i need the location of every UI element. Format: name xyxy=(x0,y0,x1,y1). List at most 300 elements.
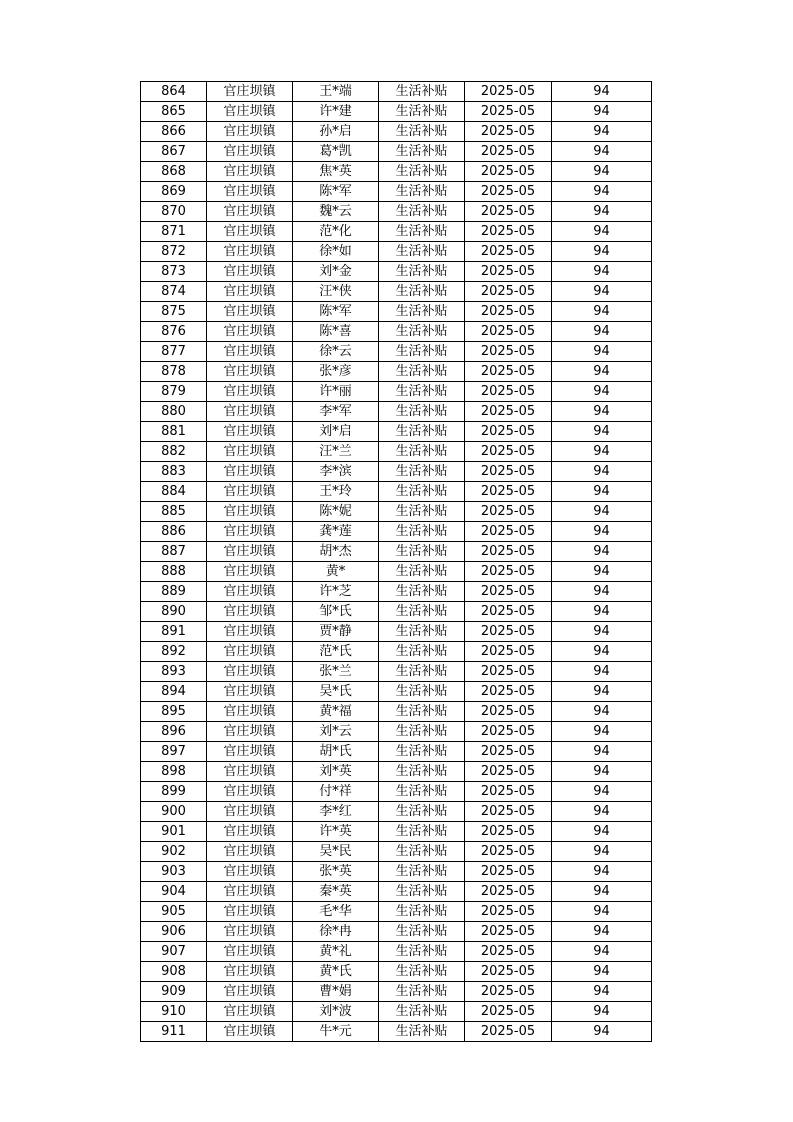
cell-period: 2025-05 xyxy=(465,902,552,922)
cell-serial-number: 910 xyxy=(141,1002,207,1022)
cell-recipient-name: 刘*波 xyxy=(293,1002,379,1022)
cell-period: 2025-05 xyxy=(465,622,552,642)
cell-town: 官庄坝镇 xyxy=(207,362,293,382)
cell-period: 2025-05 xyxy=(465,142,552,162)
cell-period: 2025-05 xyxy=(465,222,552,242)
cell-period: 2025-05 xyxy=(465,582,552,602)
cell-serial-number: 884 xyxy=(141,482,207,502)
cell-town: 官庄坝镇 xyxy=(207,182,293,202)
cell-town: 官庄坝镇 xyxy=(207,422,293,442)
table-row xyxy=(141,842,652,862)
cell-serial-number: 872 xyxy=(141,242,207,262)
cell-amount: 94 xyxy=(552,502,652,522)
cell-period: 2025-05 xyxy=(465,762,552,782)
cell-town: 官庄坝镇 xyxy=(207,102,293,122)
table-row xyxy=(141,222,652,242)
cell-recipient-name: 牛*元 xyxy=(293,1022,379,1042)
cell-subsidy-type: 生活补贴 xyxy=(379,882,465,902)
cell-subsidy-type: 生活补贴 xyxy=(379,362,465,382)
cell-recipient-name: 陈*妮 xyxy=(293,502,379,522)
cell-period: 2025-05 xyxy=(465,282,552,302)
cell-town: 官庄坝镇 xyxy=(207,742,293,762)
table-row xyxy=(141,742,652,762)
cell-town: 官庄坝镇 xyxy=(207,622,293,642)
cell-amount: 94 xyxy=(552,982,652,1002)
table-row xyxy=(141,722,652,742)
cell-subsidy-type: 生活补贴 xyxy=(379,102,465,122)
cell-subsidy-type: 生活补贴 xyxy=(379,162,465,182)
cell-town: 官庄坝镇 xyxy=(207,722,293,742)
cell-amount: 94 xyxy=(552,1022,652,1042)
cell-amount: 94 xyxy=(552,582,652,602)
cell-town: 官庄坝镇 xyxy=(207,162,293,182)
cell-subsidy-type: 生活补贴 xyxy=(379,802,465,822)
cell-period: 2025-05 xyxy=(465,402,552,422)
cell-amount: 94 xyxy=(552,962,652,982)
cell-subsidy-type: 生活补贴 xyxy=(379,1022,465,1042)
cell-amount: 94 xyxy=(552,202,652,222)
cell-town: 官庄坝镇 xyxy=(207,962,293,982)
cell-recipient-name: 秦*英 xyxy=(293,882,379,902)
cell-subsidy-type: 生活补贴 xyxy=(379,822,465,842)
cell-town: 官庄坝镇 xyxy=(207,642,293,662)
cell-serial-number: 878 xyxy=(141,362,207,382)
cell-recipient-name: 许*英 xyxy=(293,822,379,842)
cell-period: 2025-05 xyxy=(465,482,552,502)
cell-recipient-name: 范*化 xyxy=(293,222,379,242)
cell-serial-number: 868 xyxy=(141,162,207,182)
cell-serial-number: 882 xyxy=(141,442,207,462)
cell-period: 2025-05 xyxy=(465,722,552,742)
cell-amount: 94 xyxy=(552,142,652,162)
cell-recipient-name: 刘*启 xyxy=(293,422,379,442)
cell-amount: 94 xyxy=(552,442,652,462)
cell-subsidy-type: 生活补贴 xyxy=(379,962,465,982)
cell-serial-number: 900 xyxy=(141,802,207,822)
cell-amount: 94 xyxy=(552,102,652,122)
cell-period: 2025-05 xyxy=(465,682,552,702)
cell-subsidy-type: 生活补贴 xyxy=(379,602,465,622)
table-row xyxy=(141,942,652,962)
cell-subsidy-type: 生活补贴 xyxy=(379,402,465,422)
cell-serial-number: 885 xyxy=(141,502,207,522)
cell-serial-number: 874 xyxy=(141,282,207,302)
cell-amount: 94 xyxy=(552,542,652,562)
table-row xyxy=(141,162,652,182)
cell-subsidy-type: 生活补贴 xyxy=(379,282,465,302)
cell-subsidy-type: 生活补贴 xyxy=(379,722,465,742)
cell-serial-number: 908 xyxy=(141,962,207,982)
cell-period: 2025-05 xyxy=(465,662,552,682)
cell-town: 官庄坝镇 xyxy=(207,122,293,142)
cell-town: 官庄坝镇 xyxy=(207,682,293,702)
cell-amount: 94 xyxy=(552,302,652,322)
cell-town: 官庄坝镇 xyxy=(207,522,293,542)
cell-town: 官庄坝镇 xyxy=(207,822,293,842)
cell-period: 2025-05 xyxy=(465,962,552,982)
cell-serial-number: 877 xyxy=(141,342,207,362)
cell-period: 2025-05 xyxy=(465,702,552,722)
cell-subsidy-type: 生活补贴 xyxy=(379,762,465,782)
cell-period: 2025-05 xyxy=(465,562,552,582)
cell-town: 官庄坝镇 xyxy=(207,842,293,862)
cell-recipient-name: 黄*福 xyxy=(293,702,379,722)
cell-serial-number: 890 xyxy=(141,602,207,622)
table-row xyxy=(141,282,652,302)
cell-amount: 94 xyxy=(552,622,652,642)
cell-subsidy-type: 生活补贴 xyxy=(379,502,465,522)
cell-town: 官庄坝镇 xyxy=(207,142,293,162)
cell-serial-number: 879 xyxy=(141,382,207,402)
cell-town: 官庄坝镇 xyxy=(207,662,293,682)
cell-serial-number: 886 xyxy=(141,522,207,542)
cell-serial-number: 870 xyxy=(141,202,207,222)
cell-recipient-name: 李*滨 xyxy=(293,462,379,482)
cell-subsidy-type: 生活补贴 xyxy=(379,942,465,962)
table-row xyxy=(141,782,652,802)
cell-town: 官庄坝镇 xyxy=(207,342,293,362)
cell-subsidy-type: 生活补贴 xyxy=(379,702,465,722)
cell-period: 2025-05 xyxy=(465,602,552,622)
cell-recipient-name: 许*建 xyxy=(293,102,379,122)
cell-period: 2025-05 xyxy=(465,82,552,102)
table-row xyxy=(141,302,652,322)
table-row xyxy=(141,362,652,382)
cell-serial-number: 883 xyxy=(141,462,207,482)
cell-serial-number: 901 xyxy=(141,822,207,842)
cell-recipient-name: 许*丽 xyxy=(293,382,379,402)
cell-amount: 94 xyxy=(552,562,652,582)
cell-serial-number: 903 xyxy=(141,862,207,882)
cell-subsidy-type: 生活补贴 xyxy=(379,622,465,642)
cell-serial-number: 892 xyxy=(141,642,207,662)
cell-subsidy-type: 生活补贴 xyxy=(379,82,465,102)
cell-town: 官庄坝镇 xyxy=(207,442,293,462)
cell-serial-number: 871 xyxy=(141,222,207,242)
cell-serial-number: 888 xyxy=(141,562,207,582)
cell-recipient-name: 焦*英 xyxy=(293,162,379,182)
cell-amount: 94 xyxy=(552,422,652,442)
cell-recipient-name: 徐*冉 xyxy=(293,922,379,942)
cell-subsidy-type: 生活补贴 xyxy=(379,862,465,882)
cell-subsidy-type: 生活补贴 xyxy=(379,922,465,942)
cell-town: 官庄坝镇 xyxy=(207,702,293,722)
table-row xyxy=(141,822,652,842)
cell-subsidy-type: 生活补贴 xyxy=(379,662,465,682)
cell-recipient-name: 李*红 xyxy=(293,802,379,822)
cell-recipient-name: 毛*华 xyxy=(293,902,379,922)
cell-town: 官庄坝镇 xyxy=(207,82,293,102)
cell-period: 2025-05 xyxy=(465,642,552,662)
cell-amount: 94 xyxy=(552,662,652,682)
cell-serial-number: 869 xyxy=(141,182,207,202)
cell-period: 2025-05 xyxy=(465,982,552,1002)
cell-period: 2025-05 xyxy=(465,182,552,202)
cell-subsidy-type: 生活补贴 xyxy=(379,642,465,662)
cell-town: 官庄坝镇 xyxy=(207,582,293,602)
table-row xyxy=(141,142,652,162)
cell-recipient-name: 张*彦 xyxy=(293,362,379,382)
cell-serial-number: 906 xyxy=(141,922,207,942)
cell-town: 官庄坝镇 xyxy=(207,942,293,962)
cell-town: 官庄坝镇 xyxy=(207,202,293,222)
table-row xyxy=(141,402,652,422)
cell-serial-number: 889 xyxy=(141,582,207,602)
cell-subsidy-type: 生活补贴 xyxy=(379,142,465,162)
table-row xyxy=(141,1022,652,1042)
table-row xyxy=(141,1002,652,1022)
cell-amount: 94 xyxy=(552,262,652,282)
cell-subsidy-type: 生活补贴 xyxy=(379,262,465,282)
cell-amount: 94 xyxy=(552,942,652,962)
cell-serial-number: 904 xyxy=(141,882,207,902)
cell-recipient-name: 黄*礼 xyxy=(293,942,379,962)
cell-period: 2025-05 xyxy=(465,322,552,342)
cell-town: 官庄坝镇 xyxy=(207,542,293,562)
cell-period: 2025-05 xyxy=(465,242,552,262)
cell-serial-number: 893 xyxy=(141,662,207,682)
cell-period: 2025-05 xyxy=(465,1002,552,1022)
cell-serial-number: 911 xyxy=(141,1022,207,1042)
table-row xyxy=(141,102,652,122)
cell-subsidy-type: 生活补贴 xyxy=(379,782,465,802)
cell-serial-number: 865 xyxy=(141,102,207,122)
cell-amount: 94 xyxy=(552,822,652,842)
cell-period: 2025-05 xyxy=(465,422,552,442)
table-row xyxy=(141,482,652,502)
cell-subsidy-type: 生活补贴 xyxy=(379,982,465,1002)
cell-period: 2025-05 xyxy=(465,202,552,222)
cell-town: 官庄坝镇 xyxy=(207,762,293,782)
cell-town: 官庄坝镇 xyxy=(207,982,293,1002)
cell-serial-number: 896 xyxy=(141,722,207,742)
cell-period: 2025-05 xyxy=(465,802,552,822)
table-row xyxy=(141,602,652,622)
cell-amount: 94 xyxy=(552,1002,652,1022)
table-row xyxy=(141,322,652,342)
cell-amount: 94 xyxy=(552,762,652,782)
cell-period: 2025-05 xyxy=(465,382,552,402)
cell-serial-number: 867 xyxy=(141,142,207,162)
table-row xyxy=(141,702,652,722)
cell-town: 官庄坝镇 xyxy=(207,382,293,402)
cell-amount: 94 xyxy=(552,282,652,302)
cell-subsidy-type: 生活补贴 xyxy=(379,122,465,142)
cell-recipient-name: 刘*云 xyxy=(293,722,379,742)
cell-town: 官庄坝镇 xyxy=(207,502,293,522)
cell-period: 2025-05 xyxy=(465,882,552,902)
cell-amount: 94 xyxy=(552,722,652,742)
cell-recipient-name: 汪*兰 xyxy=(293,442,379,462)
cell-amount: 94 xyxy=(552,222,652,242)
cell-serial-number: 899 xyxy=(141,782,207,802)
cell-recipient-name: 范*氏 xyxy=(293,642,379,662)
cell-period: 2025-05 xyxy=(465,922,552,942)
table-row xyxy=(141,562,652,582)
cell-town: 官庄坝镇 xyxy=(207,882,293,902)
cell-town: 官庄坝镇 xyxy=(207,922,293,942)
cell-amount: 94 xyxy=(552,122,652,142)
cell-serial-number: 887 xyxy=(141,542,207,562)
cell-amount: 94 xyxy=(552,322,652,342)
cell-amount: 94 xyxy=(552,462,652,482)
cell-subsidy-type: 生活补贴 xyxy=(379,302,465,322)
cell-period: 2025-05 xyxy=(465,502,552,522)
cell-recipient-name: 胡*杰 xyxy=(293,542,379,562)
table-row xyxy=(141,202,652,222)
cell-amount: 94 xyxy=(552,802,652,822)
cell-town: 官庄坝镇 xyxy=(207,1002,293,1022)
table-row xyxy=(141,422,652,442)
cell-serial-number: 894 xyxy=(141,682,207,702)
table-row xyxy=(141,662,652,682)
table-row xyxy=(141,642,652,662)
cell-town: 官庄坝镇 xyxy=(207,862,293,882)
cell-serial-number: 875 xyxy=(141,302,207,322)
cell-amount: 94 xyxy=(552,602,652,622)
cell-amount: 94 xyxy=(552,382,652,402)
cell-recipient-name: 刘*金 xyxy=(293,262,379,282)
cell-recipient-name: 徐*如 xyxy=(293,242,379,262)
cell-town: 官庄坝镇 xyxy=(207,562,293,582)
cell-recipient-name: 陈*军 xyxy=(293,182,379,202)
table-row xyxy=(141,922,652,942)
cell-recipient-name: 曹*娟 xyxy=(293,982,379,1002)
cell-subsidy-type: 生活补贴 xyxy=(379,422,465,442)
table-row xyxy=(141,762,652,782)
cell-serial-number: 898 xyxy=(141,762,207,782)
cell-recipient-name: 胡*氏 xyxy=(293,742,379,762)
cell-serial-number: 891 xyxy=(141,622,207,642)
cell-amount: 94 xyxy=(552,842,652,862)
cell-recipient-name: 黄*氏 xyxy=(293,962,379,982)
cell-period: 2025-05 xyxy=(465,262,552,282)
cell-town: 官庄坝镇 xyxy=(207,242,293,262)
cell-amount: 94 xyxy=(552,782,652,802)
cell-serial-number: 897 xyxy=(141,742,207,762)
table-row xyxy=(141,522,652,542)
cell-amount: 94 xyxy=(552,902,652,922)
cell-serial-number: 864 xyxy=(141,82,207,102)
table-row xyxy=(141,582,652,602)
cell-recipient-name: 邹*氏 xyxy=(293,602,379,622)
table-row xyxy=(141,242,652,262)
cell-recipient-name: 孙*启 xyxy=(293,122,379,142)
cell-amount: 94 xyxy=(552,642,652,662)
cell-recipient-name: 陈*喜 xyxy=(293,322,379,342)
table-row xyxy=(141,82,652,102)
cell-serial-number: 909 xyxy=(141,982,207,1002)
cell-period: 2025-05 xyxy=(465,302,552,322)
cell-serial-number: 902 xyxy=(141,842,207,862)
cell-period: 2025-05 xyxy=(465,742,552,762)
cell-recipient-name: 付*祥 xyxy=(293,782,379,802)
cell-town: 官庄坝镇 xyxy=(207,482,293,502)
cell-amount: 94 xyxy=(552,182,652,202)
table-row xyxy=(141,622,652,642)
cell-amount: 94 xyxy=(552,482,652,502)
cell-town: 官庄坝镇 xyxy=(207,262,293,282)
cell-amount: 94 xyxy=(552,702,652,722)
table-row xyxy=(141,182,652,202)
cell-subsidy-type: 生活补贴 xyxy=(379,522,465,542)
cell-serial-number: 907 xyxy=(141,942,207,962)
cell-subsidy-type: 生活补贴 xyxy=(379,582,465,602)
cell-subsidy-type: 生活补贴 xyxy=(379,202,465,222)
table-row xyxy=(141,902,652,922)
cell-recipient-name: 葛*凯 xyxy=(293,142,379,162)
cell-amount: 94 xyxy=(552,682,652,702)
cell-recipient-name: 陈*军 xyxy=(293,302,379,322)
cell-subsidy-type: 生活补贴 xyxy=(379,382,465,402)
cell-amount: 94 xyxy=(552,362,652,382)
cell-period: 2025-05 xyxy=(465,102,552,122)
cell-recipient-name: 贾*静 xyxy=(293,622,379,642)
cell-recipient-name: 王*玲 xyxy=(293,482,379,502)
cell-recipient-name: 刘*英 xyxy=(293,762,379,782)
cell-serial-number: 866 xyxy=(141,122,207,142)
table-row xyxy=(141,982,652,1002)
table-row xyxy=(141,502,652,522)
cell-subsidy-type: 生活补贴 xyxy=(379,842,465,862)
cell-amount: 94 xyxy=(552,862,652,882)
table-row xyxy=(141,962,652,982)
cell-amount: 94 xyxy=(552,342,652,362)
cell-period: 2025-05 xyxy=(465,822,552,842)
cell-period: 2025-05 xyxy=(465,442,552,462)
cell-amount: 94 xyxy=(552,922,652,942)
cell-amount: 94 xyxy=(552,742,652,762)
cell-subsidy-type: 生活补贴 xyxy=(379,902,465,922)
cell-period: 2025-05 xyxy=(465,522,552,542)
cell-town: 官庄坝镇 xyxy=(207,602,293,622)
cell-recipient-name: 张*兰 xyxy=(293,662,379,682)
subsidy-table-body xyxy=(141,82,652,1042)
cell-recipient-name: 吴*民 xyxy=(293,842,379,862)
cell-recipient-name: 龚*莲 xyxy=(293,522,379,542)
cell-serial-number: 895 xyxy=(141,702,207,722)
cell-period: 2025-05 xyxy=(465,782,552,802)
cell-subsidy-type: 生活补贴 xyxy=(379,482,465,502)
cell-recipient-name: 黄* xyxy=(293,562,379,582)
table-row xyxy=(141,442,652,462)
cell-town: 官庄坝镇 xyxy=(207,222,293,242)
cell-town: 官庄坝镇 xyxy=(207,322,293,342)
cell-subsidy-type: 生活补贴 xyxy=(379,742,465,762)
cell-period: 2025-05 xyxy=(465,542,552,562)
table-row xyxy=(141,462,652,482)
cell-period: 2025-05 xyxy=(465,1022,552,1042)
table-row xyxy=(141,382,652,402)
cell-serial-number: 881 xyxy=(141,422,207,442)
cell-town: 官庄坝镇 xyxy=(207,462,293,482)
cell-town: 官庄坝镇 xyxy=(207,302,293,322)
cell-recipient-name: 王*端 xyxy=(293,82,379,102)
cell-subsidy-type: 生活补贴 xyxy=(379,242,465,262)
cell-amount: 94 xyxy=(552,82,652,102)
table-row xyxy=(141,802,652,822)
cell-serial-number: 905 xyxy=(141,902,207,922)
cell-town: 官庄坝镇 xyxy=(207,282,293,302)
table-row xyxy=(141,682,652,702)
cell-recipient-name: 魏*云 xyxy=(293,202,379,222)
cell-recipient-name: 李*军 xyxy=(293,402,379,422)
cell-period: 2025-05 xyxy=(465,362,552,382)
cell-subsidy-type: 生活补贴 xyxy=(379,542,465,562)
cell-recipient-name: 徐*云 xyxy=(293,342,379,362)
cell-subsidy-type: 生活补贴 xyxy=(379,322,465,342)
cell-subsidy-type: 生活补贴 xyxy=(379,342,465,362)
